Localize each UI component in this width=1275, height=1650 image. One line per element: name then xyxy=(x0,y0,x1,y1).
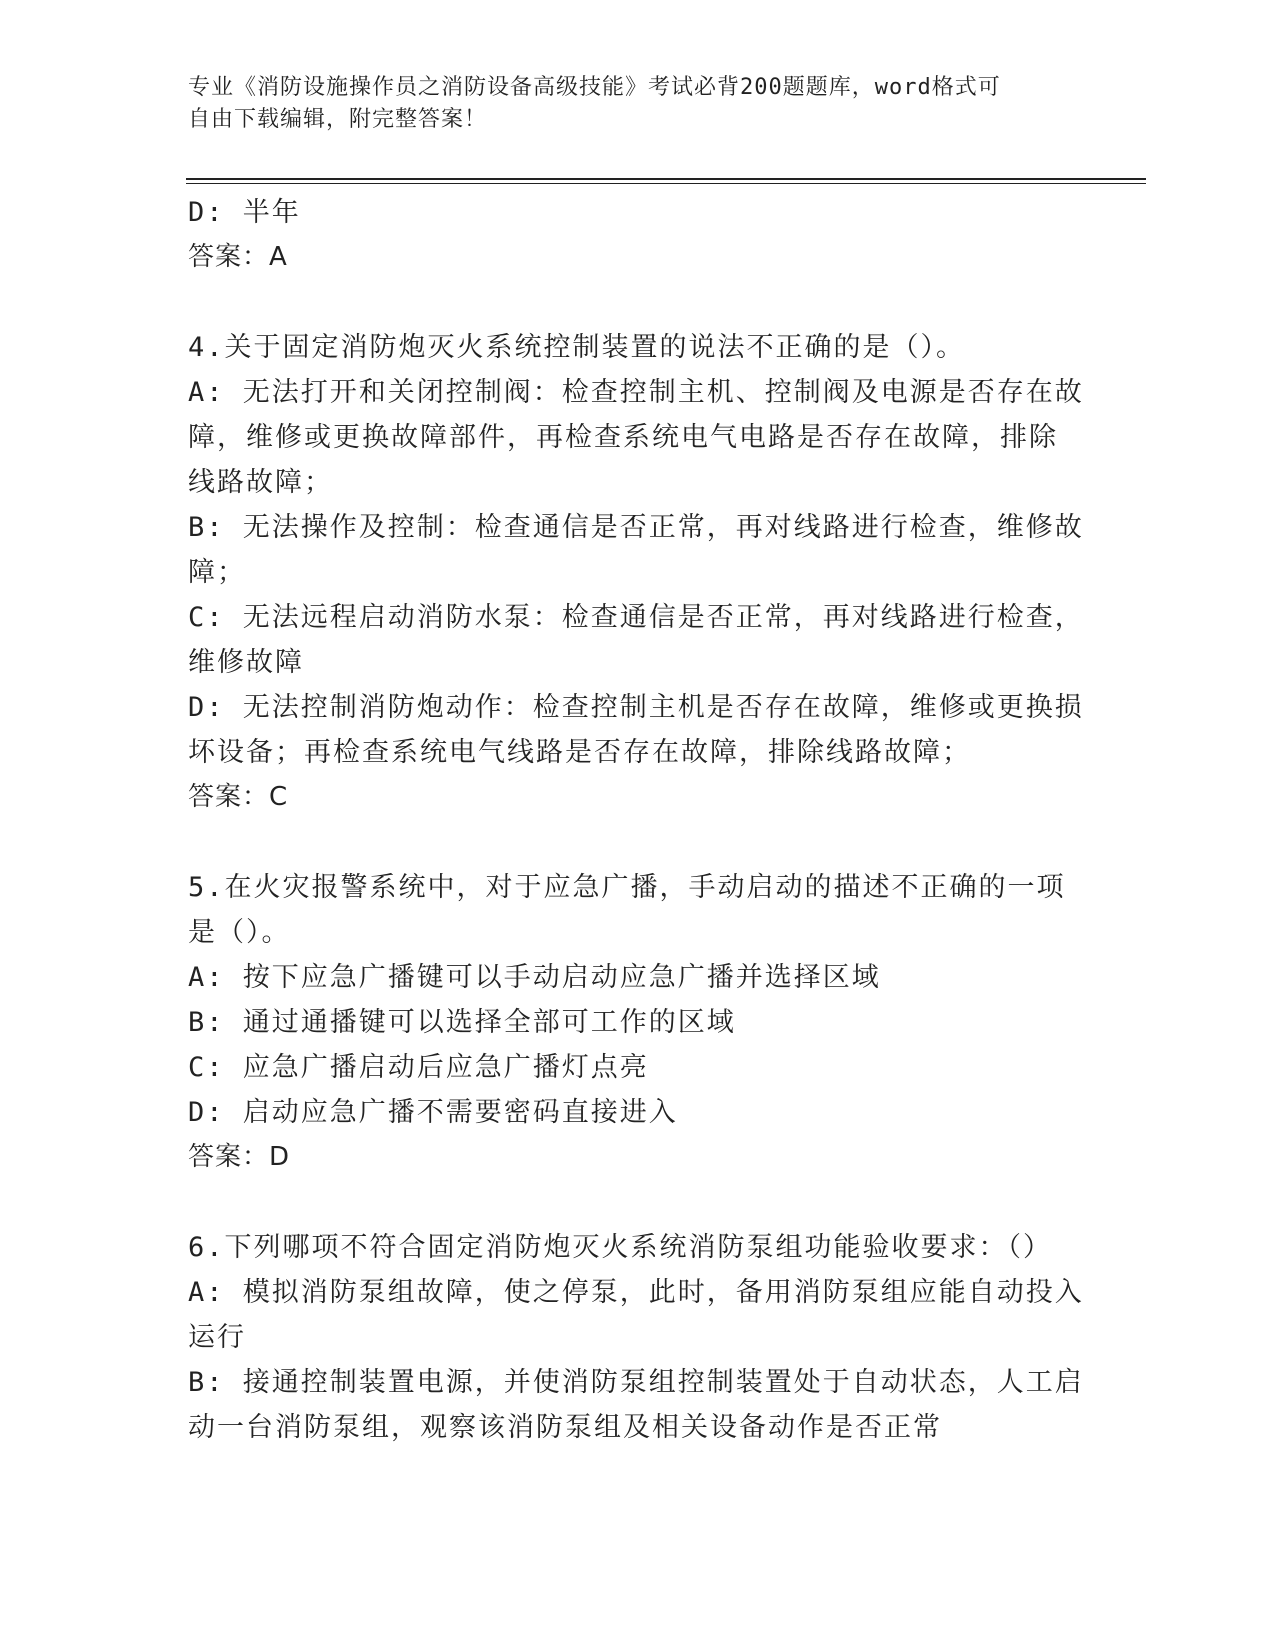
spacer xyxy=(188,820,1088,865)
q4-option-d-line-1: D: 无法控制消防炮动作：检查控制主机是否存在故障，维修或更换损 xyxy=(188,692,1084,723)
q6-option-b-line-2: 动一台消防泵组，观察该消防泵组及相关设备动作是否正常 xyxy=(188,1412,942,1443)
spacer xyxy=(188,1180,1088,1225)
q5-stem-line-1: 5.在火灾报警系统中，对于应急广播，手动启动的描述不正确的一项 xyxy=(188,872,1066,903)
header-divider-thick xyxy=(186,178,1146,180)
q5-answer: 答案：D xyxy=(188,1142,291,1172)
q3-answer: 答案：A xyxy=(188,242,288,272)
q5-option-d: D: 启动应急广播不需要密码直接进入 xyxy=(188,1097,678,1128)
page-header xyxy=(188,72,1088,136)
q4-answer: 答案：C xyxy=(188,782,289,812)
q4-option-d-line-2: 坏设备；再检查系统电气线路是否存在故障，排除线路故障； xyxy=(188,737,971,768)
q4-stem: 4.关于固定消防炮灭火系统控制装置的说法不正确的是（）。 xyxy=(188,332,966,363)
header-title-line-2: 自由下载编辑，附完整答案！ xyxy=(188,107,488,132)
q4-option-b-line-2: 障； xyxy=(188,557,246,588)
header-divider-thin xyxy=(186,183,1146,184)
q3-option-d: D: 半年 xyxy=(188,197,301,228)
q4-option-b-line-1: B: 无法操作及控制：检查通信是否正常，再对线路进行检查，维修故 xyxy=(188,512,1084,543)
header-title-line-1: 专业《消防设施操作员之消防设备高级技能》考试必背200题题库，word格式可 xyxy=(188,75,1001,100)
q4-option-a-line-1: A: 无法打开和关闭控制阀：检查控制主机、控制阀及电源是否存在故 xyxy=(188,377,1084,408)
q5-option-b: B: 通过通播键可以选择全部可工作的区域 xyxy=(188,1007,736,1038)
q4-option-a-line-2: 障，维修或更换故障部件，再检查系统电气电路是否存在故障，排除 xyxy=(188,422,1058,453)
spacer xyxy=(188,280,1088,325)
q4-option-c-line-1: C: 无法远程启动消防水泵：检查通信是否正常，再对线路进行检查， xyxy=(188,602,1084,633)
question-content xyxy=(188,190,1088,1450)
q4-option-a-line-3: 线路故障； xyxy=(188,467,333,498)
q5-stem-line-2: 是（）。 xyxy=(188,917,291,948)
q4-option-c-line-2: 维修故障 xyxy=(188,647,304,678)
q6-option-a-line-2: 运行 xyxy=(188,1322,246,1353)
q5-option-a: A: 按下应急广播键可以手动启动应急广播并选择区域 xyxy=(188,962,881,993)
q6-option-a-line-1: A: 模拟消防泵组故障，使之停泵，此时，备用消防泵组应能自动投入 xyxy=(188,1277,1084,1308)
q6-option-b-line-1: B: 接通控制装置电源，并使消防泵组控制装置处于自动状态，人工启 xyxy=(188,1367,1084,1398)
q5-option-c: C: 应急广播启动后应急广播灯点亮 xyxy=(188,1052,649,1083)
q6-stem: 6.下列哪项不符合固定消防炮灭火系统消防泵组功能验收要求：（） xyxy=(188,1232,1053,1263)
